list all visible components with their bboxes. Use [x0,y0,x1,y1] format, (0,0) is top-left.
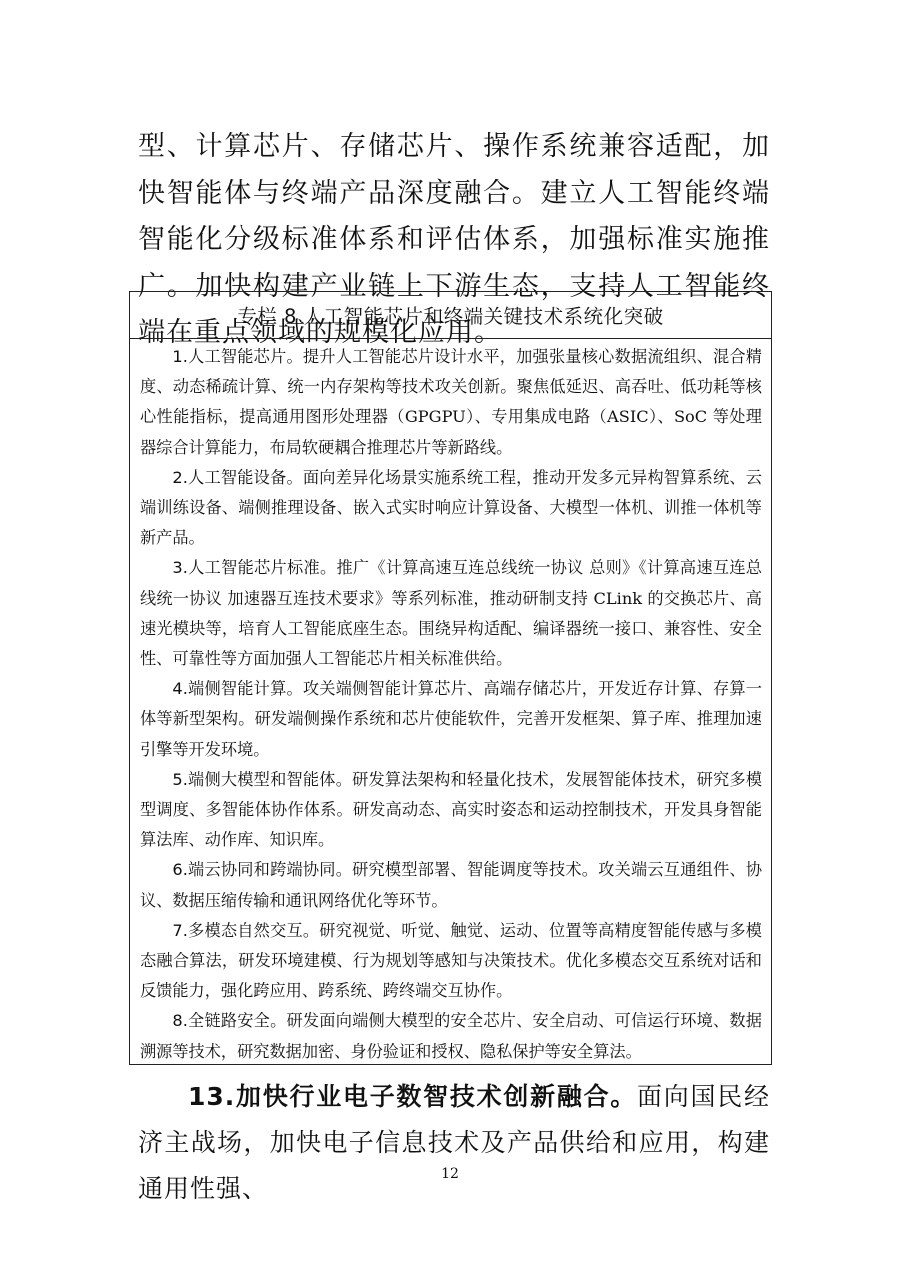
box-item [140,463,762,554]
section-paragraph [138,1074,770,1212]
box-item [140,1006,762,1066]
box-item [140,553,762,674]
box-item-heading: 3.人工智能芯片标准。 [172,558,337,578]
box-item-heading: 5.端侧大模型和智能体。 [172,769,353,789]
box-item-text: 攻关端侧智能计算芯片、高端存储芯片，开发近存计算、存算一体等新型架构。研发端侧操作系统和芯片使能软件，完善开发框架、算子库、推理加速引擎等开发环境。 [140,679,762,759]
box-item [140,765,762,856]
intro-paragraph: 型、计算芯片、存储芯片、操作系统兼容适配，加快智能体与终端产品深度融合。建立人工智能终端智能化分级标准体系和评估体系，加强标准实施推广。加快构建产业链上下游生态，支持人工智能终端在重点领域的规模化应用。 [138,131,770,348]
feature-box [129,291,772,1065]
box-item-heading: 8.全链路安全。 [172,1011,287,1031]
box-item [140,855,762,915]
box-item-text: 研发算法架构和轻量化技术，发展智能体技术，研究多模型调度、多智能体协作体系。研发高动态、高实时姿态和运动控制技术，开发具身智能算法库、动作库、知识库。 [140,769,763,850]
box-item-heading: 4.端侧智能计算。 [172,679,303,699]
box-item-heading: 2.人工智能设备。 [172,467,303,487]
box-item-text: 研究模型部署、智能调度等技术。攻关端云互通组件、协议、数据压缩传输和通讯网络优化等环节。 [140,860,763,910]
box-title: 专栏 8 人工智能芯片和终端关键技术系统化突破 [130,292,771,339]
box-item-heading: 1.人工智能芯片。 [172,347,303,366]
box-item [140,916,762,1007]
box-item-text: 研究视觉、听觉、触觉、运动、位置等高精度智能传感与多模态融合算法，研发环境建模、行为规划等感知与决策技术。优化多模态交互系统对话和反馈能力，强化跨应用、跨系统、跨终端交互协作。 [140,920,762,1001]
box-item-text: 提升人工智能芯片设计水平，加强张量核心数据流组织、混合精度、动态稀疏计算、统一内存架构等技术攻关创新。聚焦低延迟、高吞吐、低功耗等核心性能指标，提高通用图形处理器（GPGPU）、专用集成电路（ASIC）、SoC 等处理器综合计算能力，布局软硬耦合推理芯片等新路线。 [140,347,762,457]
box-item-text: 研发面向端侧大模型的安全芯片、安全启动、可信运行环境、数据溯源等技术，研究数据加密、身份验证和授权、隐私保护等安全算法。 [140,1011,762,1061]
box-item-text: 面向差异化场景实施系统工程，推动开发多元异构智算系统、云端训练设备、端侧推理设备、嵌入式实时响应计算设备、大模型一体机、训推一体机等新产品。 [140,467,762,548]
page-number: 12 [441,1166,459,1182]
box-item-heading: 7.多模态自然交互。 [172,920,320,940]
box-item [140,674,762,765]
box-item-heading: 6.端云协同和跨端协同。 [172,860,353,880]
box-item [140,342,762,463]
box-item-text: 推广《计算高速互连总线统一协议 总则》《计算高速互连总线统一协议 加速器互连技术要求》等系列标准，推动研制支持 CLink 的交换芯片、高速光模块等，培育人工智能底座生态。围绕异构适配、编译器统一接口、兼容性、安全性、可靠性等方面加强人工智能芯片相关标准供给。 [140,558,762,669]
section-text: 面向国民经济主战场，加快电子信息技术及产品供给和应用，构建通用性强、 [138,1082,770,1203]
box-body [130,339,771,1067]
section-heading: 13.加快行业电子数智技术创新融合。 [188,1082,638,1111]
